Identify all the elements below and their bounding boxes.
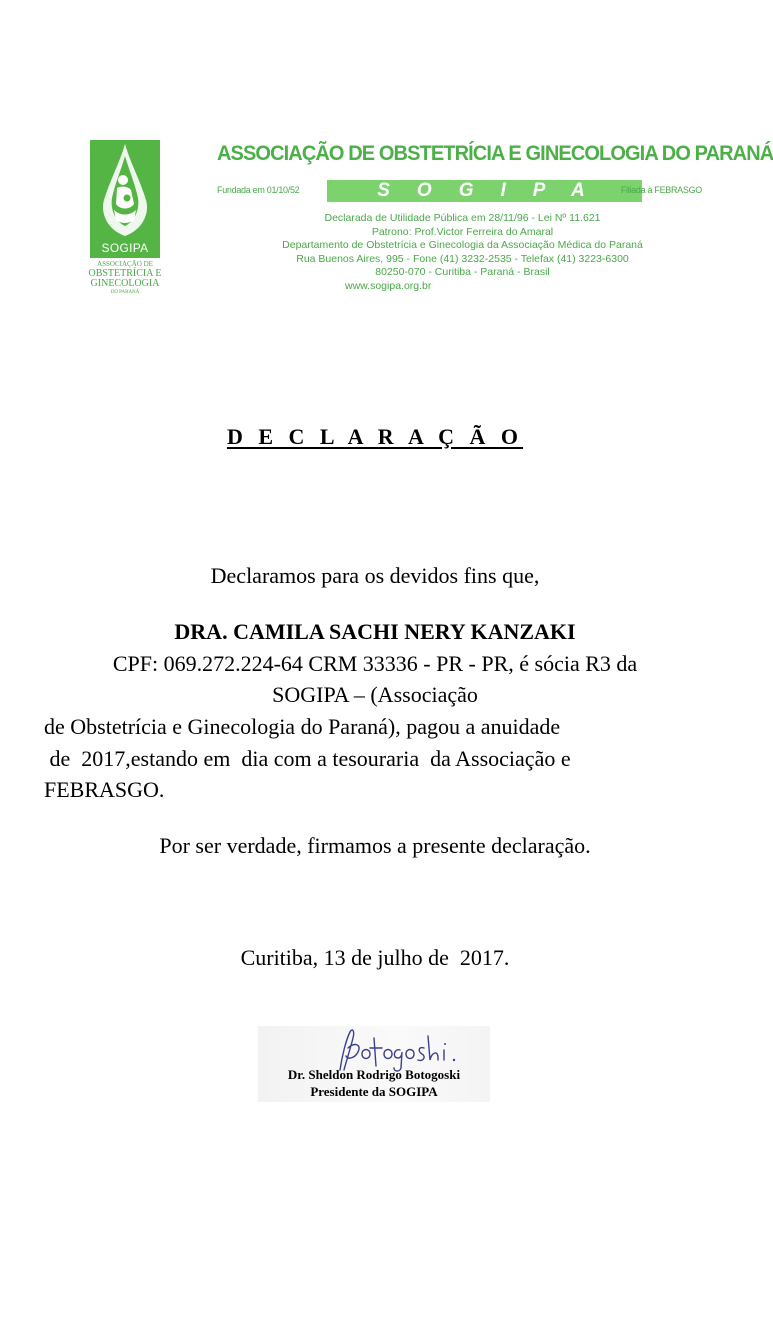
document-heading: D E C L A R A Ç Ã O [226,424,524,449]
member-name: DRA. CAMILA SACHI NERY KANZAKI [174,619,576,644]
logo-name: SOGIPA [101,241,149,255]
association-details [245,212,680,293]
logo-subtitle-line: GINECOLOGIA [90,278,160,289]
intro-text: Declaramos para os devidos fins que, [210,563,540,588]
founded-date: Fundada em 01/10/52 [217,185,300,195]
band-text: SOGIPA [377,180,612,201]
closing-text: Por ser verdade, firmamos a presente declaração. [159,833,591,858]
detail-line: Rua Buenos Aires, 995 - Fone (41) 3232-2535 - Telefax (41) 3223-6300 [296,252,629,265]
detail-line: 80250-070 - Curitiba - Paraná - Brasil [375,266,550,278]
body-line: de 2017,estando em dia com a tesouraria da Associação e [44,746,571,771]
association-title: ASSOCIAÇÃO DE OBSTETRÍCIA E GINECOLOGIA DO PARANÁ [217,142,773,166]
body-line: de Obstetrícia e Ginecologia do Paraná), pagou a anuidade [44,714,561,739]
body-line: FEBRASGO. [44,777,165,802]
signatory-role: Presidente da SOGIPA [310,1084,438,1099]
letterhead-band [217,180,702,202]
place-date: Curitiba, 13 de julho de 2017. [240,945,510,970]
signature-block [258,1026,490,1102]
logo-subtitle-line: DO PARANÁ [110,290,140,295]
body-line: CPF: 069.272.224-64 CRM 33336 - PR - PR, é sócia R3 da [112,651,638,676]
website-line: www.sogipa.org.br [345,279,432,292]
body-line: SOGIPA – (Associação [272,682,478,707]
logo-subtitle [80,259,170,296]
detail-line: Patrono: Prof.Victor Ferreira do Amaral [371,225,554,238]
logo-subtitle-line: ASSOCIAÇÃO DE [97,260,153,268]
sogipa-logo [90,140,160,258]
affiliation: Filiada à FEBRASGO [620,185,702,195]
sogipa-band [327,180,642,202]
detail-line: Departamento de Obstetrícia e Ginecologia da Associação Médica do Paraná [282,239,643,251]
detail-line: Declarada de Utilidade Pública em 28/11/96 - Lei Nº 11.621 [324,212,601,224]
signatory-name: Dr. Sheldon Rodrigo Botogoski [287,1067,461,1082]
logo-subtitle-line: OBSTETRÍCIA E [88,268,162,279]
